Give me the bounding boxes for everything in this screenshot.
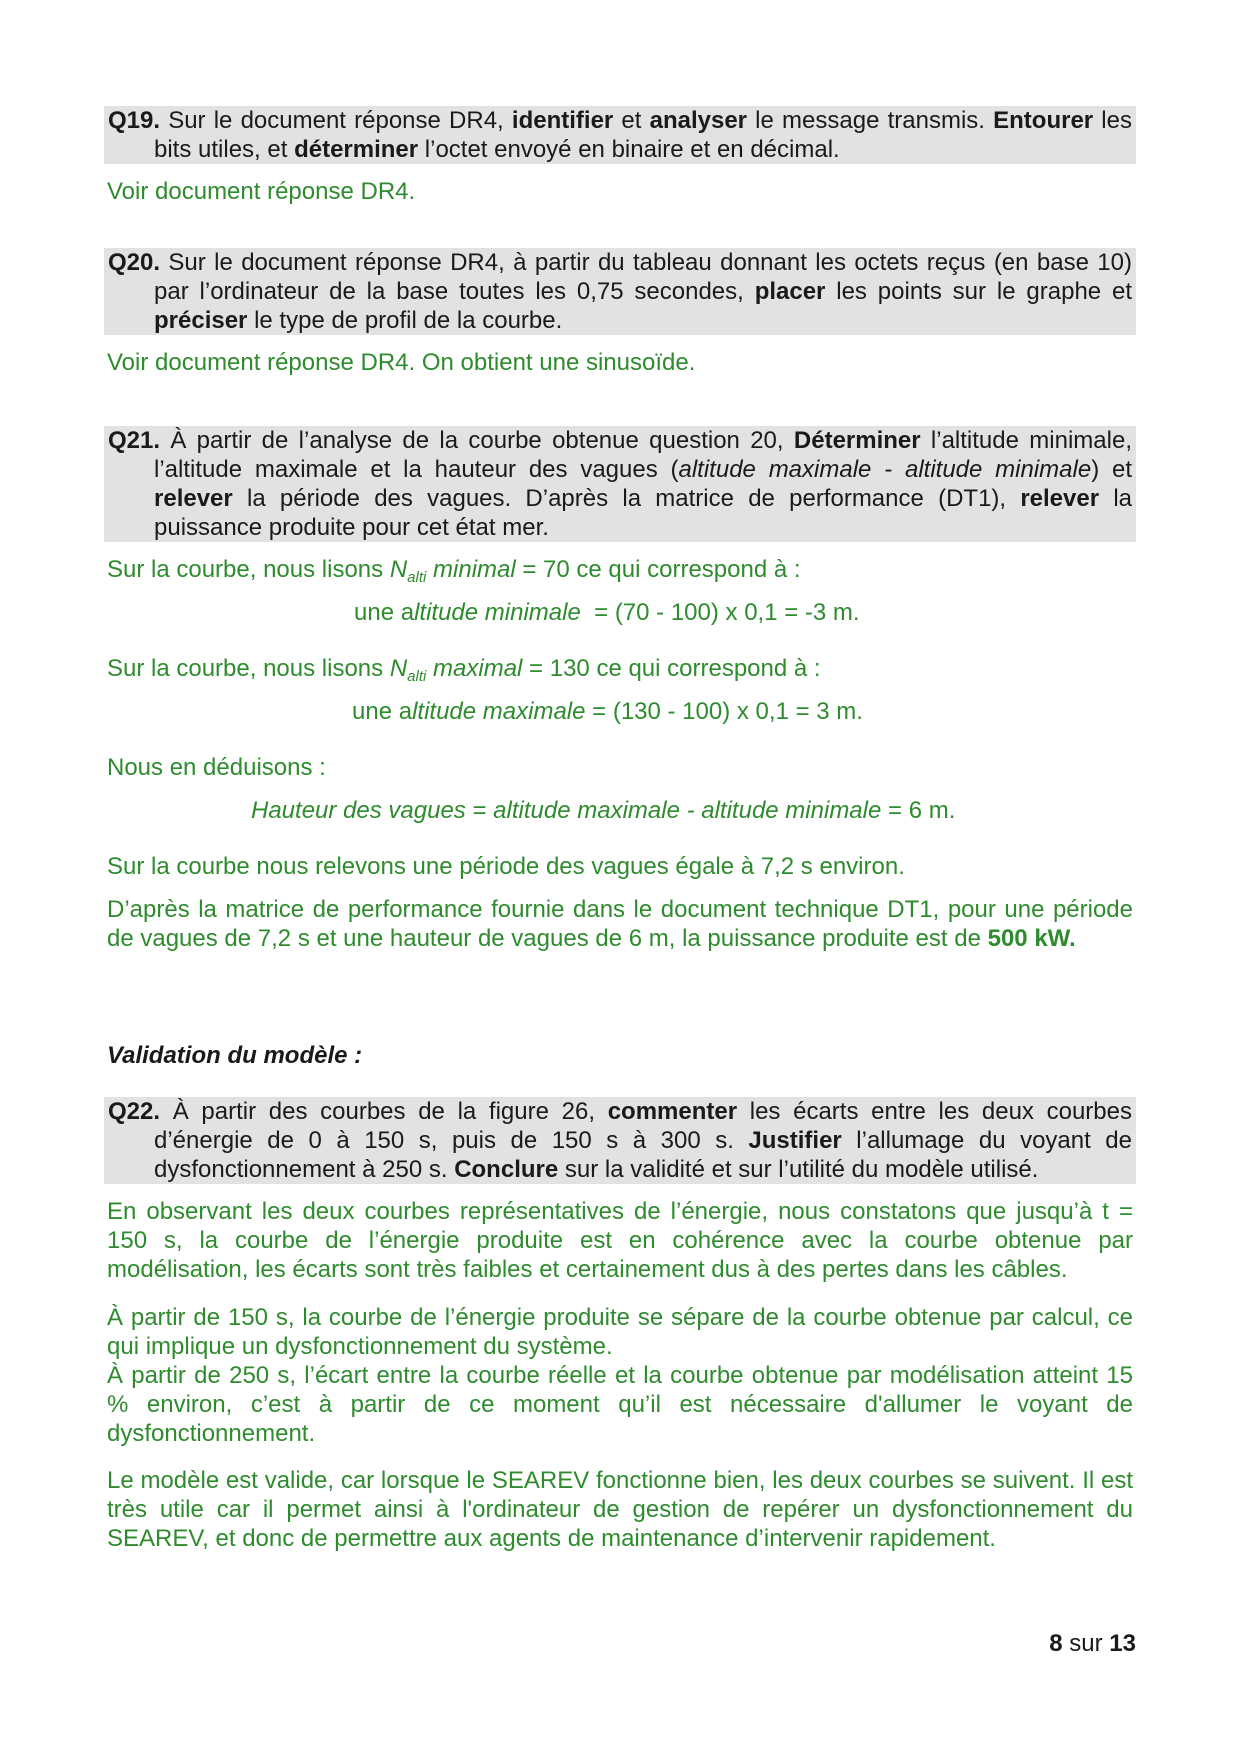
keyword: préciser bbox=[154, 307, 248, 334]
italic-text: maximal bbox=[426, 655, 523, 682]
variable: N bbox=[389, 556, 408, 583]
question-label: Q21. bbox=[108, 427, 161, 454]
text: les points sur le graphe et bbox=[825, 278, 1133, 305]
question-label: Q20. bbox=[108, 249, 161, 276]
keyword: Entourer bbox=[993, 107, 1094, 134]
answer-q21-line1 bbox=[107, 555, 801, 584]
text: sur bbox=[1062, 1630, 1110, 1657]
text: sur la validité et sur l’utilité du modèle utilisé. bbox=[558, 1156, 1039, 1183]
italic-text: altitude maximale - altitude minimale bbox=[678, 456, 1092, 483]
variable: N bbox=[389, 655, 408, 682]
keyword: Déterminer bbox=[793, 427, 921, 454]
text: le message transmis. bbox=[747, 107, 994, 134]
question-q20 bbox=[104, 248, 1136, 335]
paragraph: Le modèle est valide, car lorsque le SEAREV fonctionne bien, les deux courbes se suivent. Il est très utile car il permet ainsi à l'ordinateur de gestion de repérer un dysfonctionnement du SEAREV, et donc de permettre aux agents de maintenance d’intervenir rapidement. bbox=[107, 1467, 1133, 1552]
text: À partir des courbes de la figure 26, bbox=[160, 1098, 608, 1125]
power-value: 500 kW. bbox=[987, 925, 1076, 952]
keyword: identifier bbox=[511, 107, 614, 134]
paragraph: À partir de 150 s, la courbe de l’énergie produite se sépare de la courbe obtenue par calcul, ce qui implique un dysfonctionnement du système. bbox=[107, 1304, 1133, 1360]
italic-text: Hauteur des vagues bbox=[251, 797, 466, 824]
keyword: relever bbox=[154, 485, 233, 512]
answer-q21-altitude-max bbox=[352, 697, 863, 726]
current-page: 8 bbox=[1049, 1630, 1063, 1657]
text: le type de profil de la courbe. bbox=[247, 307, 563, 334]
text: = (70 - 100) x 0,1 = -3 m. bbox=[580, 599, 860, 626]
question-label: Q19. bbox=[108, 107, 161, 134]
text: Sur la courbe, nous lisons bbox=[107, 655, 390, 682]
answer-q19: Voir document réponse DR4. bbox=[107, 178, 416, 205]
answer-q21-wave-height bbox=[251, 796, 955, 825]
text: la puissance produite pour cet état mer. bbox=[154, 485, 1132, 541]
text: et bbox=[613, 107, 650, 134]
section-title: Validation du modèle : bbox=[107, 1042, 363, 1069]
text: = 6 m. bbox=[881, 797, 956, 824]
text: Sur le document réponse DR4, bbox=[160, 107, 512, 134]
text: = bbox=[465, 797, 494, 824]
text: l’allumage du voyant de dysfonctionnement à 250 s. bbox=[154, 1127, 1132, 1183]
text: ) et bbox=[1091, 456, 1132, 483]
answer-q21-power bbox=[107, 895, 1133, 953]
keyword: Justifier bbox=[748, 1127, 842, 1154]
keyword: Conclure bbox=[454, 1156, 559, 1183]
answer-q21-line3 bbox=[107, 654, 821, 683]
text: les écarts entre les deux courbes d’énergie de 0 à 150 s, puis de 150 s à 300 s. bbox=[154, 1098, 1132, 1154]
text: une a bbox=[352, 698, 413, 725]
text: À partir de l’analyse de la courbe obtenue question 20, bbox=[160, 427, 794, 454]
text: = 130 ce qui correspond à : bbox=[522, 655, 821, 682]
question-q22 bbox=[104, 1097, 1136, 1184]
answer-q21-deduction: Nous en déduisons : bbox=[107, 754, 326, 781]
italic-text: altitude maximale - altitude minimale bbox=[493, 797, 882, 824]
keyword: placer bbox=[754, 278, 826, 305]
answer-q22-para1 bbox=[107, 1197, 1133, 1284]
keyword: déterminer bbox=[294, 136, 419, 163]
answer-q21-period: Sur la courbe nous relevons une période des vagues égale à 7,2 s environ. bbox=[107, 853, 905, 880]
text: l’altitude minimale, l’altitude maximale et la hauteur des vagues ( bbox=[154, 427, 1132, 483]
text: l’octet envoyé en binaire et en décimal. bbox=[418, 136, 840, 163]
question-label: Q22. bbox=[108, 1098, 161, 1125]
page-number bbox=[1049, 1630, 1136, 1658]
text: = (130 - 100) x 0,1 = 3 m. bbox=[585, 698, 863, 725]
answer-q21-altitude-min bbox=[354, 598, 860, 627]
keyword: commenter bbox=[607, 1098, 738, 1125]
subscript: alti bbox=[407, 569, 427, 586]
text: les bits utiles, et bbox=[154, 107, 1132, 163]
question-q19 bbox=[104, 106, 1136, 164]
text: = 70 ce qui correspond à : bbox=[515, 556, 801, 583]
italic-text: ltitude maximale bbox=[412, 698, 586, 725]
answer-q22-para2 bbox=[107, 1303, 1133, 1448]
text: la période des vagues. D’après la matrice de performance (DT1), bbox=[232, 485, 1021, 512]
answer-q22-para3 bbox=[107, 1466, 1133, 1553]
keyword: analyser bbox=[649, 107, 748, 134]
subscript: alti bbox=[407, 668, 427, 685]
question-q21 bbox=[104, 426, 1136, 542]
italic-text: ltitude minimale bbox=[414, 599, 581, 626]
answer-q20: Voir document réponse DR4. On obtient une sinusoïde. bbox=[107, 349, 696, 376]
text: une a bbox=[354, 599, 415, 626]
text: Sur le document réponse DR4, à partir du tableau donnant les octets reçus (en base 10) par l’ordinateur de la base toutes les 0,75 secondes, bbox=[154, 249, 1132, 305]
keyword: relever bbox=[1020, 485, 1100, 512]
total-pages: 13 bbox=[1109, 1630, 1136, 1657]
text: Sur la courbe, nous lisons bbox=[107, 556, 390, 583]
italic-text: minimal bbox=[426, 556, 516, 583]
text: D’après la matrice de performance fournie dans le document technique DT1, pour une période de vagues de 7,2 s et une hauteur de vagues de 6 m, la puissance produite est de bbox=[107, 896, 1133, 952]
paragraph: À partir de 250 s, l’écart entre la courbe réelle et la courbe obtenue par modélisation atteint 15 % environ, c’est à partir de ce moment qu’il est nécessaire d'allumer le voyant de dysfonctionnement. bbox=[107, 1362, 1133, 1447]
paragraph: En observant les deux courbes représentatives de l’énergie, nous constatons que jusqu’à t = 150 s, la courbe de l’énergie produite est en cohérence avec la courbe obtenue par modélisation, les écarts sont très faibles et certainement dus à des pertes dans les câbles. bbox=[107, 1198, 1133, 1283]
